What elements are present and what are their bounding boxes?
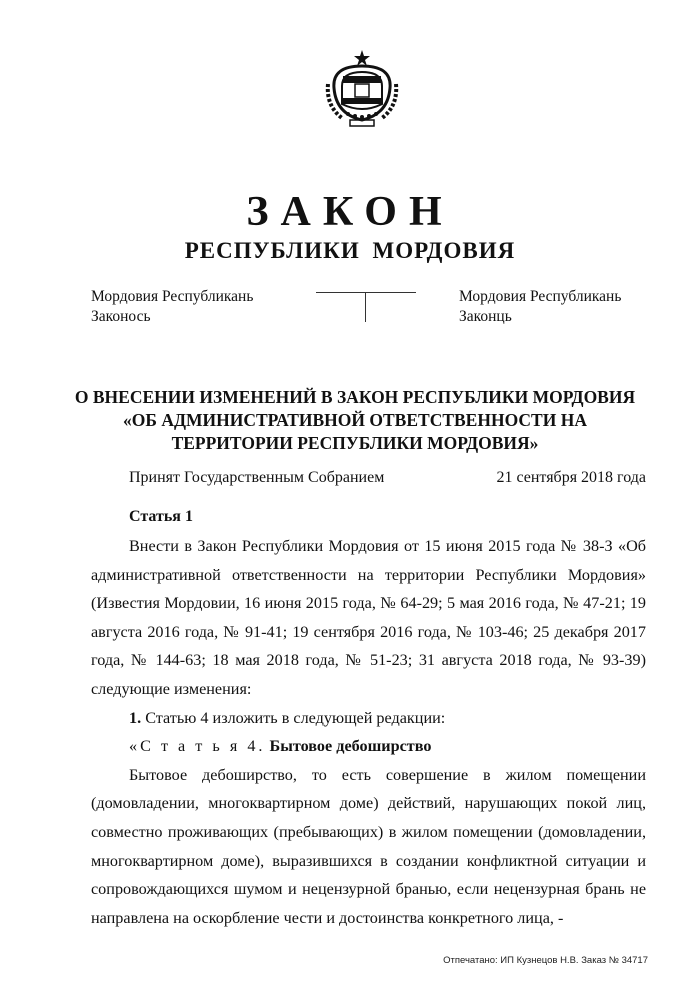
item-number: 1. xyxy=(129,708,142,727)
document-title: ЗАКОН xyxy=(246,189,454,235)
sub-article-paragraph: Бытовое дебоширство, то есть совершение в жилом помещении (домовладении, многоквартирном доме) действий, нарушающих покой лиц, совместно проживающих (пребывающих) в жилом помещении (домовладении, многоквартирном доме), выразившихся в создании конфликтной ситуации и сопровождающихся шумом и нецензурной бранью, если нецензурная брань не направлена на оскорбление чести и достоинства конкретного лица, - xyxy=(91,765,646,927)
article-item xyxy=(91,704,646,733)
moksha-translation xyxy=(91,287,253,327)
translation-line: Мордовия Республикань xyxy=(91,288,254,305)
sub-article-heading xyxy=(91,732,646,761)
law-title-line: «ОБ АДМИНИСТРАТИВНОЙ ОТВЕТСТВЕННОСТИ НА xyxy=(123,410,587,430)
translation-line: Законць xyxy=(459,308,512,325)
sub-article-title: Бытовое дебоширство xyxy=(265,737,432,756)
sub-article-prefix: «С т а т ь я 4. xyxy=(129,737,266,756)
adoption-date: 21 сентября 2018 года xyxy=(496,469,646,486)
printer-footer: Отпечатано: ИП Кузнецов Н.В. Заказ № 34717 xyxy=(443,955,648,966)
divider xyxy=(365,292,366,322)
translation-line: Законось xyxy=(91,308,151,325)
item-text: Статью 4 изложить в следующей редакции: xyxy=(141,708,446,727)
law-title-line: ТЕРРИТОРИИ РЕСПУБЛИКИ МОРДОВИЯ» xyxy=(171,433,539,453)
article-body xyxy=(91,532,646,932)
law-title-line: О ВНЕСЕНИИ ИЗМЕНЕНИЙ В ЗАКОН РЕСПУБЛИКИ МОРДОВИЯ xyxy=(74,387,636,407)
coat-of-arms-icon xyxy=(322,48,402,132)
adoption-label: Принят Государственным Собранием xyxy=(129,469,385,486)
erzya-translation xyxy=(459,287,621,327)
law-title xyxy=(60,386,650,455)
document-subtitle: РЕСПУБЛИКИ МОРДОВИЯ xyxy=(184,238,516,263)
translation-line: Мордовия Республикань xyxy=(459,288,622,305)
article-heading: Статья 1 xyxy=(129,508,193,525)
divider xyxy=(316,292,416,293)
article-intro-paragraph: Внести в Закон Республики Мордовия от 15 июня 2015 года № 38-З «Об административной ответственности на территории Республики Мордовия» (Известия Мордовии, 16 июня 2015 года, № 64-29; 5 мая 2016 года, № 47-21; 19 августа 2016 года, № 91-41; 19 сентября 2016 года, № 103-46; 25 декабря 2017 года, № 144-63; 18 мая 2018 года, № 51-23; 31 августа 2018 года, № 93-39) следующие изменения: xyxy=(91,537,646,698)
